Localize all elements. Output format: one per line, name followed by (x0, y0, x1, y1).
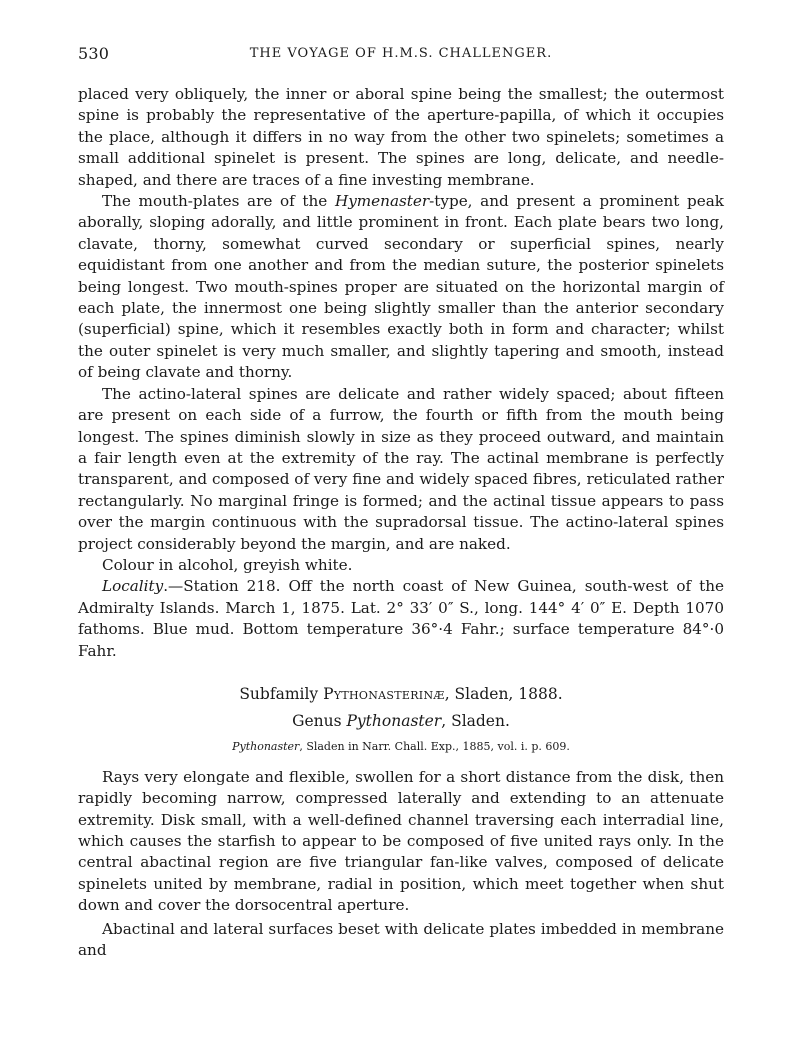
subfamily-prefix: Subfamily (239, 684, 324, 703)
genus-prefix: Genus (292, 712, 347, 731)
genus-heading (78, 711, 724, 732)
mouth-plates-text-b: -type, and present a prominent peak aborally, sloping adorally, and little prominent in front. Each plate bears two long, clavate, thorny, somewhat curved secondary or superficial spines, nearly equidistant from one another and from the median suture, the posterior spinelets being longest. Two mouth-spines proper are situated on the horizontal margin of each plate, the innermost one being slightly smaller than the anterior secondary (superficial) spine, which it resembles exactly both in form and character; whilst the outer spinelet is very much smaller, and slightly tapering and smooth, instead of being clavate and thorny. (78, 192, 725, 382)
genus-reference (78, 739, 724, 755)
genus-name: Pythonaster (346, 712, 442, 731)
subfamily-name: Pythonasterinæ (323, 684, 445, 703)
page-header (78, 44, 724, 68)
paragraph-mouth-plates (78, 191, 724, 384)
genus-suffix: , Sladen. (441, 712, 510, 731)
mouth-plates-text-a: The mouth-plates are of the (102, 192, 335, 211)
subfamily-suffix: , Sladen, 1888. (444, 684, 563, 703)
paragraph-abactinal-surfaces: Abactinal and lateral surfaces beset with delicate plates imbedded in membrane and (78, 919, 724, 960)
genus-hymenaster: Hymenaster (334, 192, 430, 211)
page-number: 530 (78, 44, 110, 63)
subfamily-heading (78, 684, 724, 705)
paragraph-genus-diagnosis: Rays very elongate and flexible, swollen for a short distance from the disk, then rapidly becoming narrow, compressed laterally and extending to an attenuate extremity. Disk small, with a well-defined channel traversing each interradial line, which causes the starfish to appear to be composed of five united rays only. In the central abactinal region are five triangular fan-like valves, composed of delicate spinelets united by membrane, radial in position, which meet together when shut down and cover the dorsocentral aperture. (78, 767, 724, 915)
paragraph-colour: Colour in alcohol, greyish white. (102, 555, 353, 574)
locality-text: .—Station 218. Off the north coast of New Guinea, south-west of the Admiralty Islands. March 1, 1875. Lat. 2° 33′ 0″ S., long. 144° 4′ 0″ E. Depth 1070 fathoms. Blue mud. Bottom temperature 36°·4 Fahr.; surface temperature 84°·0 Fahr. (78, 577, 724, 660)
reference-genus: Pythonaster (232, 739, 300, 753)
reference-citation: , Sladen in Narr. Chall. Exp., 1885, vol. i. p. 609. (299, 739, 570, 753)
page-body (78, 84, 724, 961)
paragraph-actino-lateral-spines: The actino-lateral spines are delicate and rather widely spaced; about fifteen are present on each side of a furrow, the fourth or fifth from the mouth being longest. The spines diminish slowly in size as they proceed outward, and maintain a fair length even at the extremity of the ray. The actinal membrane is perfectly transparent, and composed of very fine and widely spaced fibres, reticulated rather rectangularly. No marginal fringe is formed; and the actinal tissue appears to pass over the margin continuous with the supradorsal tissue. The actino-lateral spines project considerably beyond the margin, and are naked. (78, 384, 724, 553)
running-title: THE VOYAGE OF H.M.S. CHALLENGER. (249, 46, 553, 61)
paragraph-spines-continued: placed very obliquely, the inner or aboral spine being the smallest; the outermost spine is probably the representative of the aperture-papilla, of which it occupies the place, although it differs in no way from the other two spinelets; sometimes a small additional spinelet is present. The spines are long, delicate, and needle-shaped, and there are traces of a fine investing membrane. (78, 85, 724, 189)
locality-label: Locality (102, 577, 164, 596)
paragraph-locality (78, 576, 724, 662)
